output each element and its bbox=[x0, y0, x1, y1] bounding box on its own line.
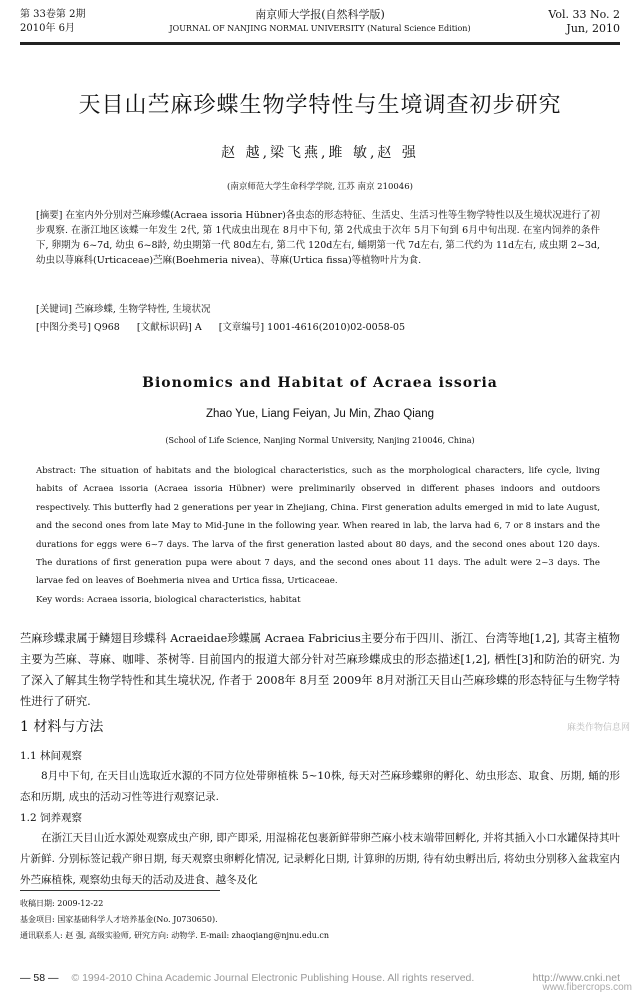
watermark-side-text: 麻类作物信息网 bbox=[566, 722, 630, 732]
page-number: — 58 — bbox=[20, 972, 59, 984]
subsection-heading-1-1: 1.1 林间观察 bbox=[20, 750, 83, 762]
journal-name-cn: 南京师大学报(自然科学版) bbox=[255, 8, 385, 21]
document-code: [文献标识码] A bbox=[136, 322, 202, 333]
website-link[interactable]: http://www.cnki.net bbox=[532, 972, 620, 984]
header-center bbox=[130, 8, 510, 36]
classification-line bbox=[36, 320, 600, 335]
date-en: Jun, 2010 bbox=[566, 22, 620, 35]
keywords-en: Key words: Acraea issoria, biological characteristics, habitat bbox=[36, 595, 301, 605]
issue-date: 2010年 6月 bbox=[20, 23, 75, 34]
introduction-paragraph: 苎麻珍蝶隶属于鳞翅目珍蝶科 Acraeidae珍蝶属 Acraea Fabricius主要分布于四川、浙江、台湾等地[1,2], 其寄主植物主要为苎麻、荨麻、咖啡、茶树等. 目前国内的报道大部分针对苎麻珍蝶成虫的形态描述[1,2], 栖性[3]和防治的研究. 为了深入了解其生物学特性和其生境状况, 作者于 2008年 8月至 2009年 8月对浙江天目山苎麻珍蝶的形态特征与生物学特性进行了研究. bbox=[20, 632, 620, 708]
watermark-text: www.fibercrops.com bbox=[542, 982, 632, 993]
footnote-rule bbox=[20, 890, 220, 891]
copyright-notice: © 1994-2010 China Academic Journal Electronic Publishing House. All rights reserved. bbox=[71, 972, 475, 984]
authors-en: Zhao Yue, Liang Feiyan, Ju Min, Zhao Qiang bbox=[205, 408, 434, 420]
header-right bbox=[548, 8, 620, 36]
paragraph-1-2: 在浙江天目山近水源处观察成虫产卵, 即产即采, 用湿棉花包裹新鲜带卵苎麻小枝末端带回孵化, 并将其插入小口水罐保持其叶片新鲜. 分别标签记载产卵日期, 每天观察虫卵孵化情况, 记录孵化日期, 计算卵的历期, 待有幼虫孵出后, 将幼虫分别移入盆栽室内外苎麻植株, 观察幼虫每天的活动及进食、越冬及化 bbox=[20, 832, 620, 886]
authors: 赵 越,梁飞燕,雎 敏,赵 强 bbox=[221, 145, 419, 161]
footnote-contact: 通讯联系人: 赵 强, 高级实验师, 研究方向: 动物学. E-mail: zhaoqiang@njnu.edu.cn bbox=[20, 931, 330, 940]
subsection-heading-1-2: 1.2 饲养观察 bbox=[20, 812, 83, 824]
journal-header bbox=[20, 8, 620, 44]
volume-issue: 第 33卷第 2期 bbox=[20, 9, 86, 20]
header-left bbox=[20, 8, 85, 36]
section-heading: 1 材料与方法 bbox=[20, 719, 104, 735]
paragraph-1-1: 8月中下旬, 在天目山选取近水源的不同方位处带卵植株 5~10株, 每天对苎麻珍蝶卵的孵化、幼虫形态、取食、历期, 蛹的形态和历期, 成虫的活动习性等进行观察记录. bbox=[20, 770, 620, 803]
paper-title-en: Bionomics and Habitat of Acraea issoria bbox=[142, 375, 498, 391]
volume-en: Vol. 33 No. 2 bbox=[548, 8, 620, 21]
paper-title: 天目山苎麻珍蝶生物学特性与生境调查初步研究 bbox=[78, 93, 562, 118]
abstract-en: Abstract: The situation of habitats and the biological characteristics, such as the morphological characters, life cycle, living habits of Acraea issoria (Acraea issoria Hübner) were preliminarily observed in different phases indoors and outdoors respectively. This butterfly had 2 generations per year in Zhejiang, China. First generation adults emerged in mid to late August, and the second ones from late May to Mid-June in the following year. When reared in lab, the larva had 6, 7 or 8 instars and the durations for eggs were 6~7 days. The larva of the first generation lasted about 80 days, and the second ones about 120 days. The durations of first generation pupa were about 7 days, and the second ones about 11 days. The adult were 2~3 days. The larvae fed on leaves of Boehmeria nivea and Urtica fissa, Urticaceae. bbox=[36, 466, 600, 587]
abstract-cn: [摘要] 在室内外分别对苎麻珍蝶(Acraea issoria Hübner)各虫态的形态特征、生活史、生活习性等生物学特性以及生境状况进行了初步观察. 在浙江地区该蝶一年发生 2代, 第 1代成虫出现在 8月中下旬, 第 2代成虫于次年 5月下旬到 6月中旬出现. 在室内饲养的条件下, 卵期为 6~7d, 幼虫 6~8龄, 幼虫期第一代 80d左右, 第二代 120d左右, 蛹期第一代 7d左右, 第二代约为 11d左右, 成虫期 2~3d, 幼虫以荨麻科(Urticaceae)苎麻(Boehmeria nivea)、荨麻(Urtica fissa)等植物叶片为食. bbox=[36, 210, 600, 266]
footnote-fund: 基金项目: 国家基础科学人才培养基金(No. J0730650). bbox=[20, 915, 218, 924]
clc-number: [中图分类号] Q968 bbox=[36, 322, 120, 333]
page-footer bbox=[20, 972, 620, 984]
article-number: [文章编号] 1001-4616(2010)02-0058-05 bbox=[218, 322, 406, 333]
affiliation-en: (School of Life Science, Nanjing Normal University, Nanjing 210046, China) bbox=[165, 436, 475, 445]
journal-name-en: JOURNAL OF NANJING NORMAL UNIVERSITY (Natural Science Edition) bbox=[169, 24, 471, 33]
affiliation: (南京师范大学生命科学学院, 江苏 南京 210046) bbox=[227, 182, 413, 192]
footnote-received: 收稿日期: 2009-12-22 bbox=[20, 899, 104, 908]
header-rule bbox=[20, 44, 620, 45]
keywords-cn: [关键词] 苎麻珍蝶, 生物学特性, 生境状况 bbox=[36, 304, 211, 315]
